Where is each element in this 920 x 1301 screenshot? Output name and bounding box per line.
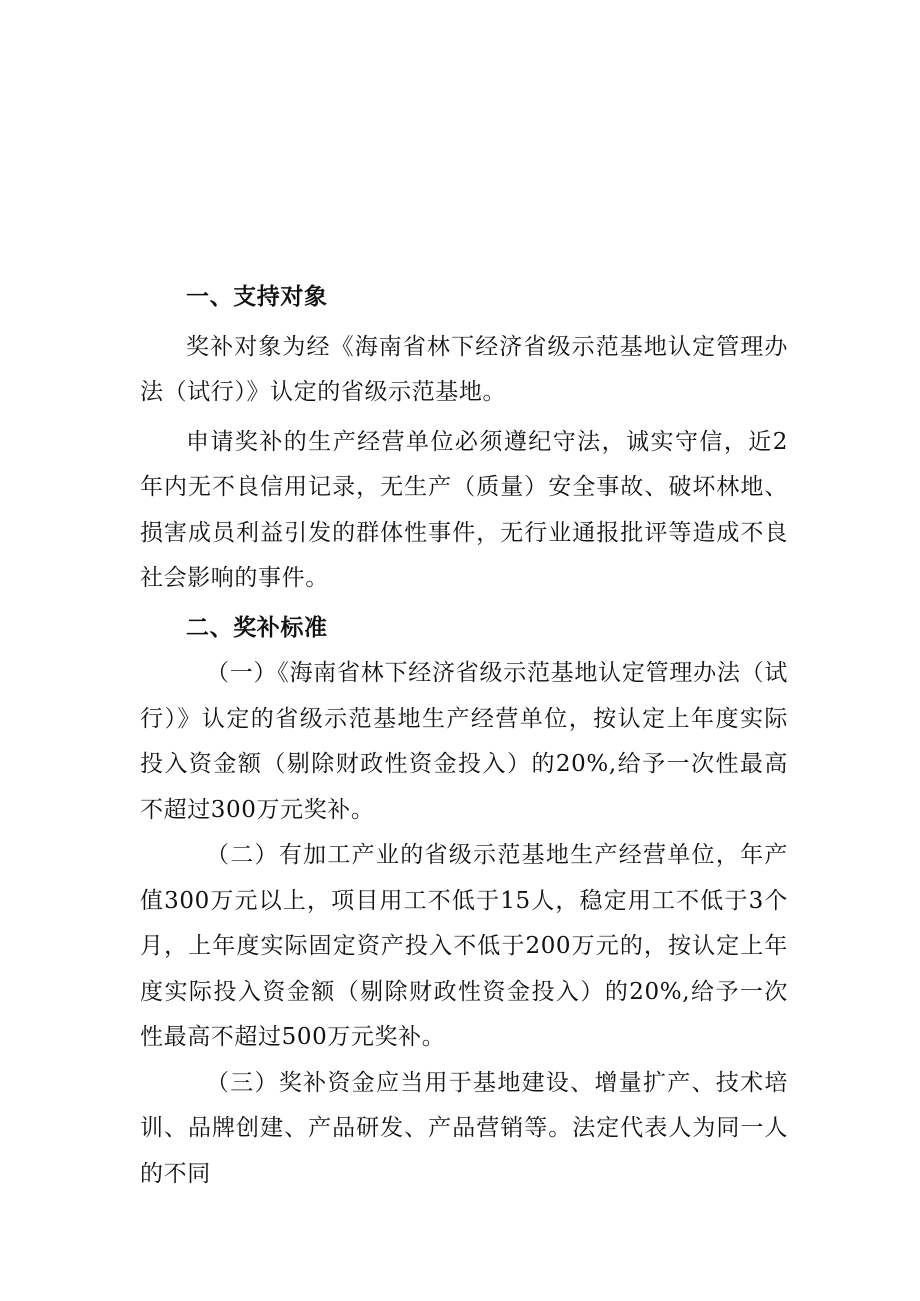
section-heading-award-standard: 二、奖补标准 [186,614,328,641]
paragraph-award-target: 奖补对象为经《海南省林下经济省级示范基地认定管理办法（试行）》认定的省级示范基地。 [140,333,788,405]
paragraph-application-requirements: 申请奖补的生产经营单位必须遵纪守法，诚实守信，近2年内无不良信用记录，无生产（质量）安全事故、破坏林地、损害成员利益引发的群体性事件，无行业通报批评等造成不良社会影响的事件。 [140,428,788,591]
document-body [140,275,788,1197]
paragraph-standard-item-2: （二）有加工产业的省级示范基地生产经营单位，年产值300万元以上，项目用工不低于15人，稳定用工不低于3个月，上年度实际固定资产投入不低于200万元的，按认定上年度实际投入资金额（剔除财政性资金投入）的20%,给予一次性最高不超过500万元奖补。 [140,842,788,1050]
section-heading-support-target: 一、支持对象 [186,284,328,310]
paragraph-standard-item-1: （一）《海南省林下经济省级示范基地认定管理办法（试行）》认定的省级示范基地生产经营单位，按认定上年度实际投入资金额（剔除财政性资金投入）的20%,给予一次性最高不超过300万元奖补。 [140,660,788,823]
paragraph-standard-item-3: （三）奖补资金应当用于基地建设、增量扩产、技术培训、品牌创建、产品研发、产品营销等。法定代表人为同一人的不同 [140,1069,788,1187]
